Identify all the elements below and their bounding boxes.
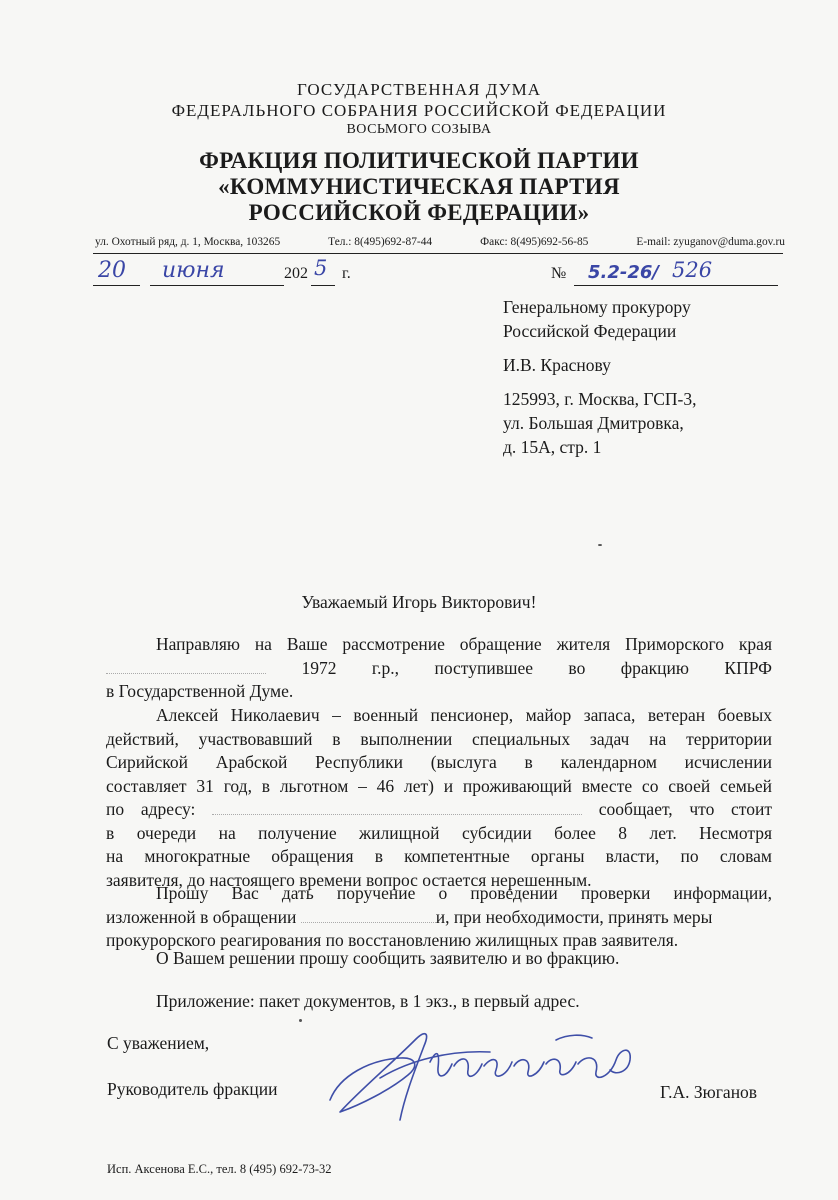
addressee-line-2: Российской Федерации bbox=[503, 321, 677, 341]
p2-line-2: действий, участвовавший в выполнении специальных задач на территории bbox=[106, 728, 772, 749]
p2-line-3: Сирийской Арабской Республики (выслуга в календарном исчислении bbox=[106, 752, 772, 772]
contacts-line bbox=[95, 236, 785, 248]
header-line-2: ФЕДЕРАЛЬНОГО СОБРАНИЯ РОССИЙСКОЙ ФЕДЕРАЦИИ bbox=[171, 101, 667, 120]
date-year-line bbox=[311, 285, 335, 286]
p1-line-2-rest: поступившее во фракцию КПРФ bbox=[434, 657, 772, 678]
signer-position: Руководитель фракции bbox=[107, 1079, 278, 1099]
p3-line-2 bbox=[106, 906, 772, 930]
faction-title-3: РОССИЙСКОЙ ФЕДЕРАЦИИ» bbox=[248, 200, 590, 225]
p2-line-8: заявителя, до настоящего времени вопрос остается нерешенным. bbox=[106, 869, 592, 890]
number-line bbox=[574, 285, 778, 286]
addressee-address-1: 125993, г. Москва, ГСП-3, bbox=[503, 389, 697, 409]
header-line-1: ГОСУДАРСТВЕННАЯ ДУМА bbox=[297, 80, 541, 99]
p3-line-1: Прошу Вас дать поручение о проведении проверки информации, bbox=[156, 883, 772, 903]
p2-line-6: в очереди на получение жилищной субсидии более 8 лет. Несмотря bbox=[106, 822, 772, 843]
signer-name: Г.А. Зюганов bbox=[660, 1082, 758, 1102]
redacted-address bbox=[212, 808, 582, 815]
number-label: № bbox=[551, 265, 567, 282]
paragraph-3 bbox=[106, 882, 772, 953]
executor-line: Исп. Аксенова Е.С., тел. 8 (495) 692-73-32 bbox=[107, 1162, 332, 1176]
p3-line-2-end: и, при необходимости, принять меры bbox=[435, 906, 713, 927]
reg-number: 5.2-26/ bbox=[588, 262, 659, 283]
addressee-address-3: д. 15А, стр. 1 bbox=[503, 437, 602, 457]
contact-address: ул. Охотный ряд, д. 1, Москва, 103265 bbox=[95, 236, 281, 248]
date-year-mark: г. bbox=[342, 265, 351, 282]
p2-line-7: на многократные обращения в компетентные органы власти, по словам bbox=[106, 846, 772, 866]
p1-line-2 bbox=[106, 657, 772, 681]
scan-speck bbox=[299, 1019, 302, 1022]
date-year-suffix: 5 bbox=[314, 256, 328, 280]
faction-title-2: «КОММУНИСТИЧЕСКАЯ ПАРТИЯ bbox=[218, 174, 620, 199]
attachment-line: Приложение: пакет документов, в 1 экз., в первый адрес. bbox=[156, 991, 580, 1011]
handwritten-signature bbox=[320, 1020, 680, 1130]
date-day-line bbox=[93, 285, 140, 286]
contact-email: E-mail: zyuganov@duma.gov.ru bbox=[636, 236, 785, 248]
header-line-3: ВОСЬМОГО СОЗЫВА bbox=[346, 122, 492, 137]
reg-number-hand: 526 bbox=[672, 258, 713, 282]
date-month: июня bbox=[162, 258, 225, 283]
p2-line-5-end: сообщает, что стоит bbox=[598, 799, 772, 819]
date-month-line bbox=[150, 285, 284, 286]
addressee-name: И.В. Краснову bbox=[503, 355, 611, 375]
scan-speck bbox=[598, 544, 602, 546]
contact-phone: Тел.: 8(495)692-87-44 bbox=[328, 236, 433, 248]
p2-line-1: Алексей Николаевич – военный пенсионер, майор запаса, ветеран боевых bbox=[156, 705, 772, 725]
p2-line-4: составляет 31 год, в льготном – 46 лет) и проживающий вместе со своей семьей bbox=[106, 775, 772, 796]
salutation: Уважаемый Игорь Викторович! bbox=[301, 592, 537, 612]
contact-fax: Факс: 8(495)692-56-85 bbox=[480, 236, 589, 248]
p1-year: 1972 г.р., bbox=[301, 657, 400, 678]
p3-line-2-start: изложенной в обращении bbox=[106, 906, 297, 927]
p2-line-5 bbox=[106, 798, 772, 822]
addressee-address-2: ул. Большая Дмитровка, bbox=[503, 413, 684, 433]
p2-line-5-start: по адресу: bbox=[106, 799, 196, 819]
paragraph-4: О Вашем решении прошу сообщить заявителю и во фракцию. bbox=[156, 948, 620, 968]
addressee-line-1: Генеральному прокурору bbox=[503, 297, 691, 317]
paragraph-2 bbox=[106, 704, 772, 892]
redacted-name bbox=[106, 667, 266, 674]
p1-line-3: в Государственной Думе. bbox=[106, 681, 294, 701]
header-rule bbox=[93, 253, 783, 254]
faction-title-1: ФРАКЦИЯ ПОЛИТИЧЕСКОЙ ПАРТИИ bbox=[199, 148, 639, 173]
date-day: 20 bbox=[98, 258, 126, 283]
p3-line-3: прокурорского реагирования по восстановлению жилищных прав заявителя. bbox=[106, 930, 679, 950]
p1-line-1: Направляю на Ваше рассмотрение обращение жителя Приморского края bbox=[156, 634, 772, 654]
date-year-prefix: 202 bbox=[284, 265, 308, 282]
redacted-surname bbox=[301, 916, 436, 923]
paragraph-1 bbox=[106, 633, 772, 704]
closing-regards: С уважением, bbox=[107, 1033, 210, 1053]
